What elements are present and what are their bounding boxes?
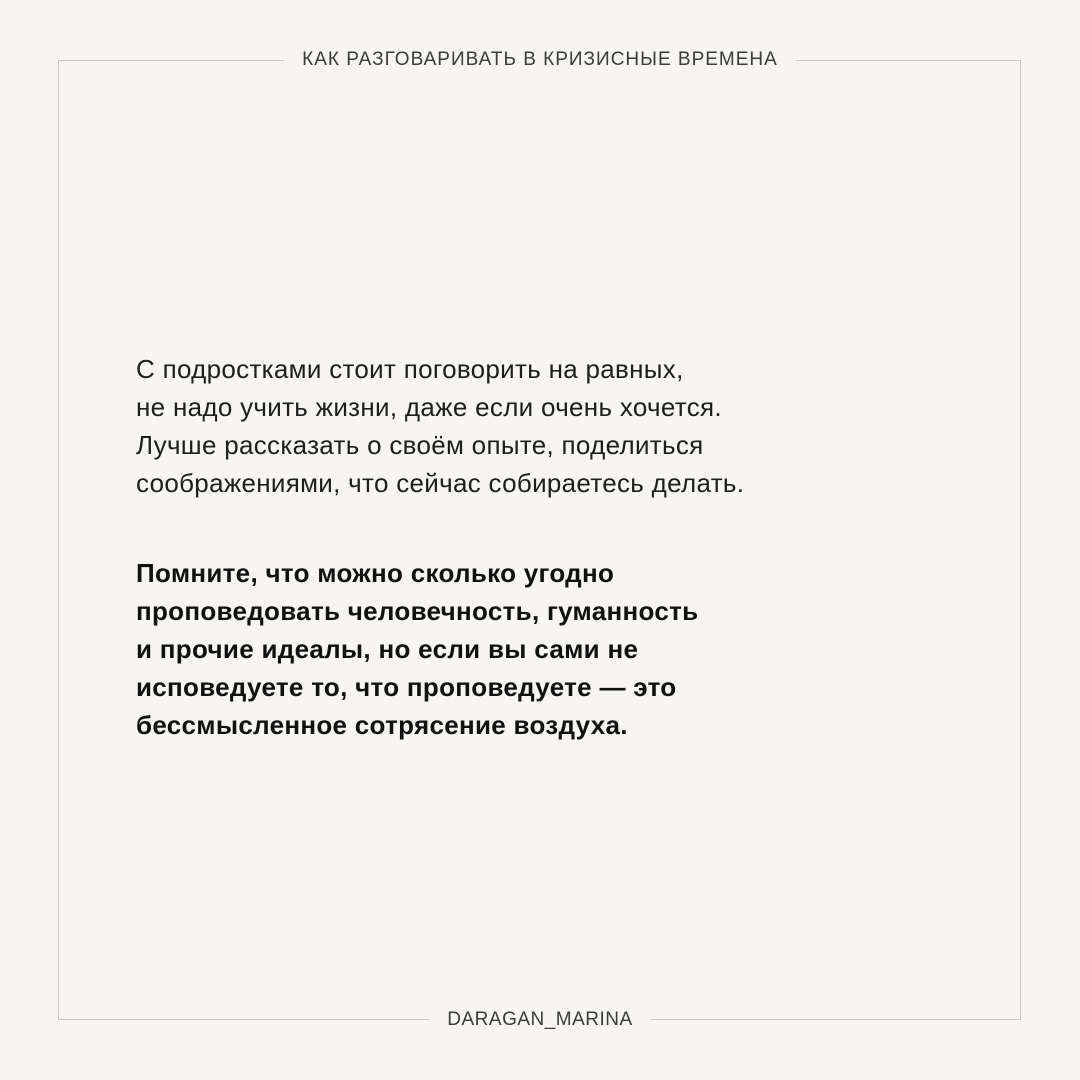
- main-content: [136, 350, 976, 744]
- header-title: [0, 47, 1080, 73]
- footer-handle-text: DARAGAN_MARINA: [429, 1009, 650, 1030]
- body-paragraph-regular: С подростками стоит поговорить на равных, не надо учить жизни, даже если очень хочется. Лучше рассказать о своём опыте, поделиться соображениями, что сейчас собираетесь делать.: [136, 354, 745, 498]
- body-paragraph-bold: Помните, что можно сколько угодно проповедовать человечность, гуманность и прочие идеалы, но если вы сами не исповедуете то, что проповедуете — это бессмысленное сотрясение воздуха.: [136, 558, 699, 740]
- footer-handle: [0, 1007, 1080, 1033]
- header-title-text: КАК РАЗГОВАРИВАТЬ В КРИЗИСНЫЕ ВРЕМЕНА: [284, 49, 796, 70]
